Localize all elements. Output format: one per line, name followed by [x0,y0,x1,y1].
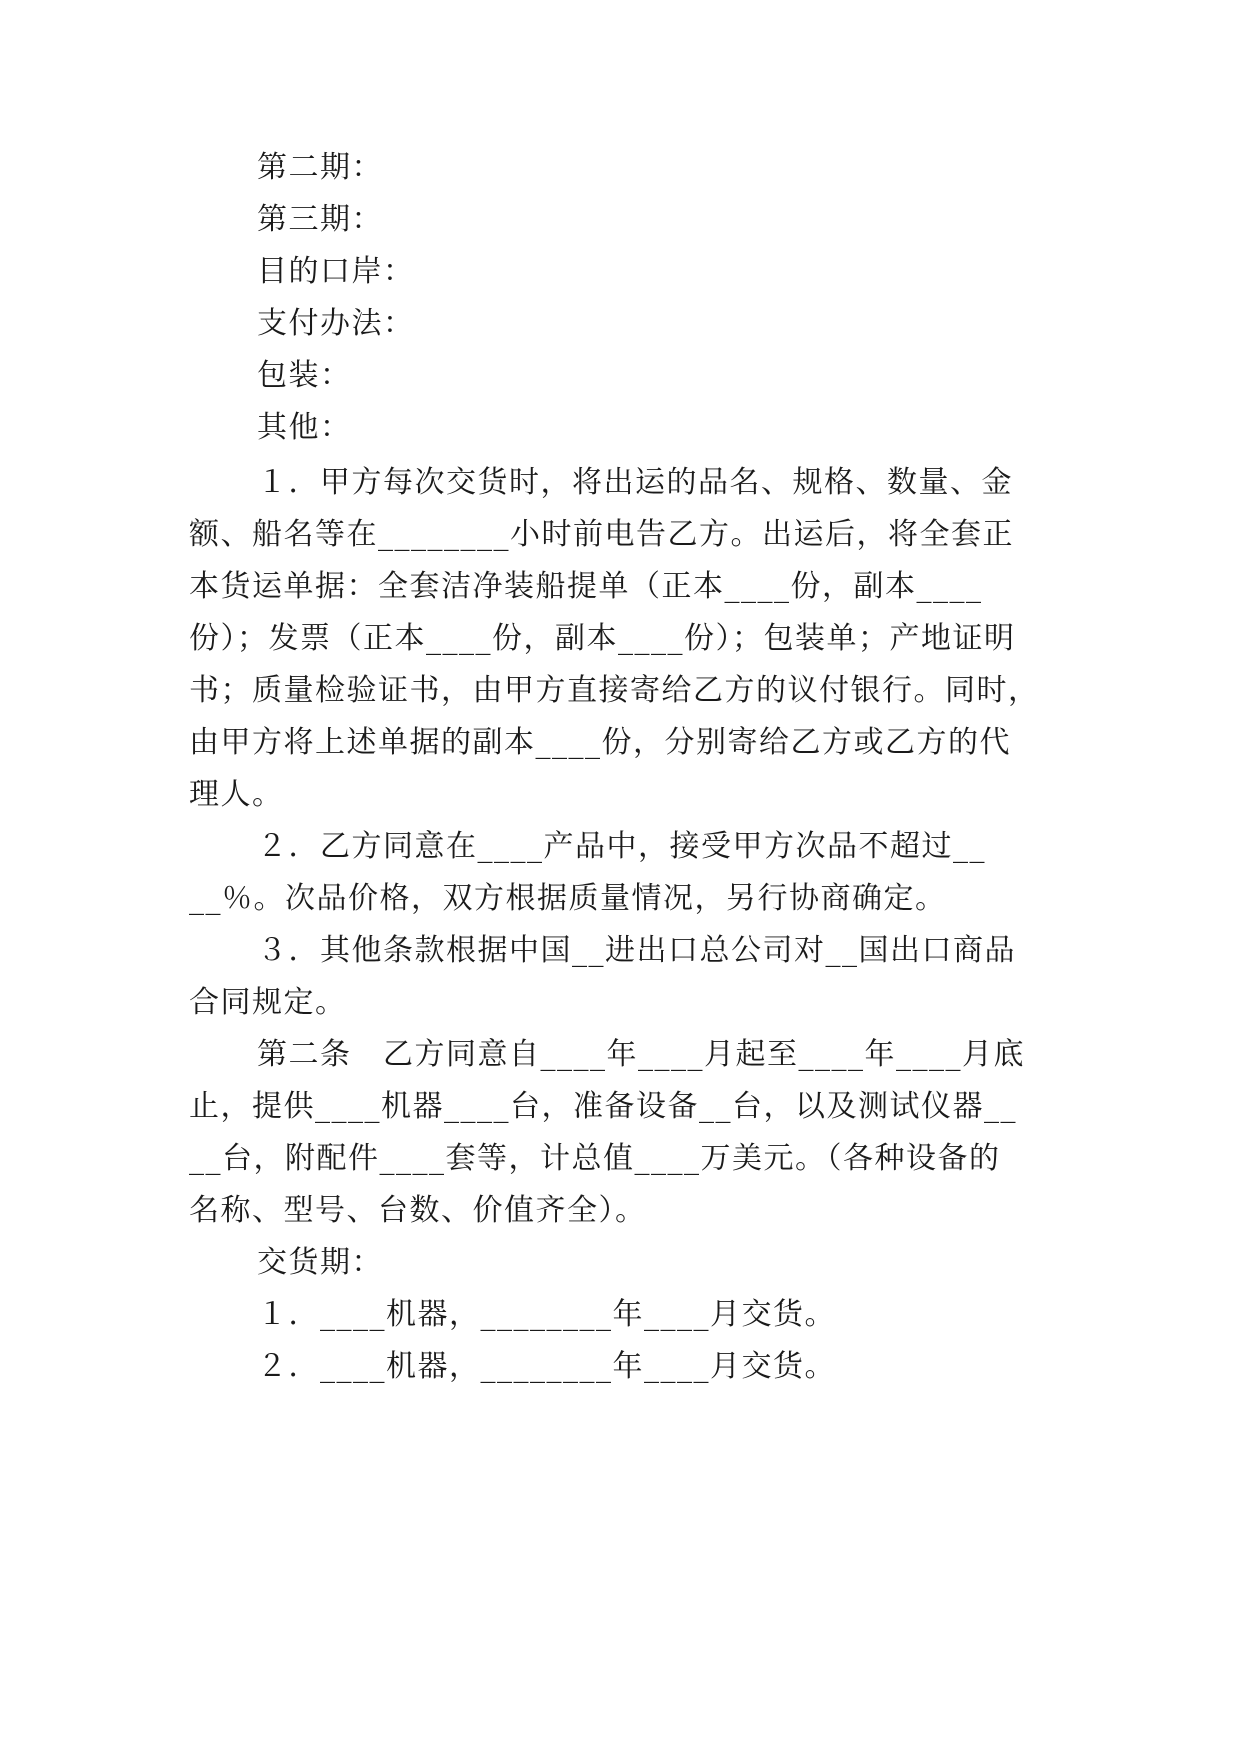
text-line: 其他： [257,410,352,445]
text-line: 目的口岸： [257,254,415,289]
text-line: 本货运单据：全套洁净装船提单（正本____份，副本____ [189,569,983,604]
text-line: 包装： [257,358,352,393]
text-line: 合同规定。 [189,985,347,1020]
text-line: 第三期： [257,202,383,237]
text-line: １．____机器，________年____月交货。 [257,1297,836,1332]
text-line: 额、船名等在________小时前电告乙方。出运后，将全套正 [189,517,1014,552]
text-line: 交货期： [257,1245,383,1280]
text-line: 理人。 [189,777,284,812]
text-line: ２．____机器，________年____月交货。 [257,1349,836,1384]
text-line: 支付办法： [257,306,415,341]
text-line: 名称、型号、台数、价值齐全）。 [189,1193,647,1228]
text-line: １．甲方每次交货时，将出运的品名、规格、数量、金 [257,465,1013,500]
text-line: ２．乙方同意在____产品中，接受甲方次品不超过__ [257,829,986,864]
text-line: ３．其他条款根据中国__进出口总公司对__国出口商品 [257,933,1016,968]
text-line: 由甲方将上述单据的副本____份，分别寄给乙方或乙方的代 [189,725,1011,760]
text-line: 份）；发票（正本____份，副本____份）；包装单；产地证明 [189,621,1016,656]
text-line: 第二条 乙方同意自____年____月起至____年____月底 [257,1037,1025,1072]
text-line: 止，提供____机器____台，准备设备__台，以及测试仪器__ [189,1089,1017,1124]
text-line: 第二期： [257,150,383,185]
text-line: __台，附配件____套等，计总值____万美元。（各种设备的 [189,1141,1001,1176]
text-line: 书；质量检验证书，由甲方直接寄给乙方的议付银行。同时， [189,673,1040,708]
text-line: __％。次品价格，双方根据质量情况，另行协商确定。 [189,881,947,916]
